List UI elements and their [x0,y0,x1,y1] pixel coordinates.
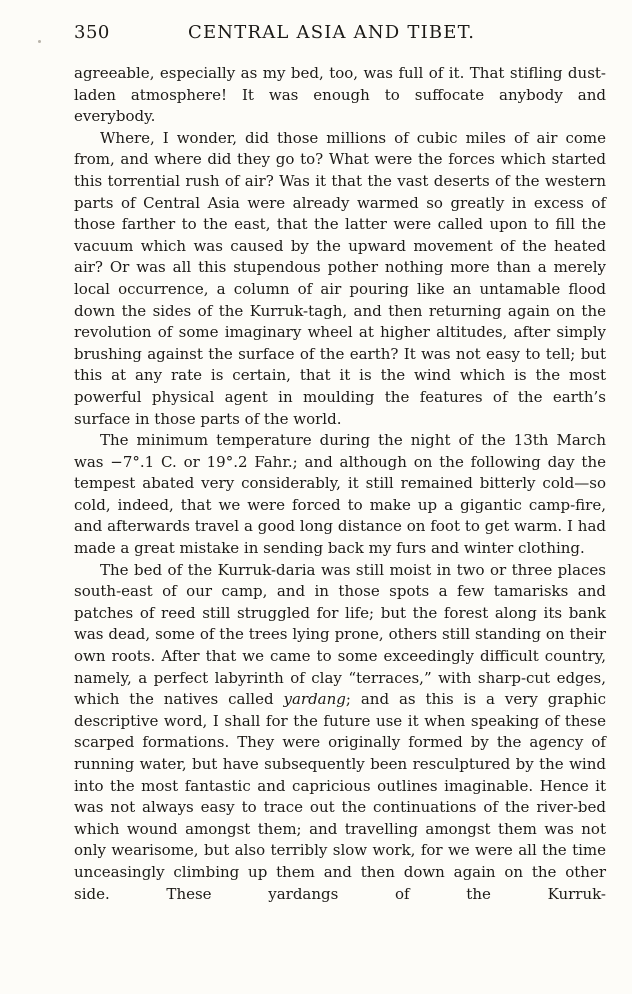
paragraph-3 [74,430,606,560]
paragraph-1-text: agreeable, especially as my bed, too, was full of it. That stifling dust-laden atmosphere! It was enough to suffocate anybody and everybody. [74,64,606,126]
running-title: CENTRAL ASIA AND TIBET. [188,22,476,43]
paragraph-4 [74,560,606,906]
paragraph-2 [74,128,606,430]
margin-speck [38,40,41,43]
paragraph-4-text-b: ; and as this is a very graphic descriptive word, I shall for the future use it when speaking of these scarped formations. They were originally formed by the agency of running water, but have subsequently been resculptured by the wind into the most fantastic and capricious outlines imaginable. Hence it was not always easy to trace out the continuations of the river-bed which wound amongst them; and travelling amongst them was not only wearisome, but also terribly slow work, for we were all the time unceasingly climbing up them and then down again on the other side. These yardangs of the Kurruk- [74,690,606,903]
paragraph-3-text: The minimum temperature during the night of the 13th March was −7°.1 C. or 19°.2 Fahr.; and although on the following day the tempest abated very considerably, it still remained bitterly cold—so cold, indeed, that we were forced to make up a gigantic camp-fire, and afterwards travel a good long distance on foot to get warm. I had made a great mistake in sending back my furs and winter clothing. [74,431,606,558]
page-number: 350 [74,22,110,43]
page-header [74,20,604,50]
italic-term-yardang: yardang [283,690,346,709]
paragraph-1 [74,63,606,128]
paragraph-4-text-a: The bed of the Kurruk-daria was still moist in two or three places south-east of our camp, and in those spots a few tamarisks and patches of reed still struggled for life; but the forest along its bank was dead, some of the trees lying prone, others still standing on their own roots. After that we came to some exceedingly difficult country, namely, a perfect labyrinth of clay “terraces,” with sharp-cut edges, which the natives called [74,560,606,709]
body-text [74,63,606,905]
paragraph-2-text: Where, I wonder, did those millions of cubic miles of air come from, and where did they go to? What were the forces which started this torrential rush of air? Was it that the vast deserts of the western parts of Central Asia were already warmed so greatly in excess of those farther to the east, that the latter were called upon to fill the vacuum which was caused by the upward movement of the heated air? Or was all this stupendous pother nothing more than a merely local occurrence, a column of air pouring like an untamable flood down the sides of the Kurruk-tagh, and then returning again on the revolution of some imaginary wheel at higher altitudes, after simply brushing against the surface of the earth? It was not easy to tell; but this at any rate is certain, that it is the wind which is the most powerful physical agent in moulding the features of the earth’s surface in those parts of the world. [74,128,606,428]
